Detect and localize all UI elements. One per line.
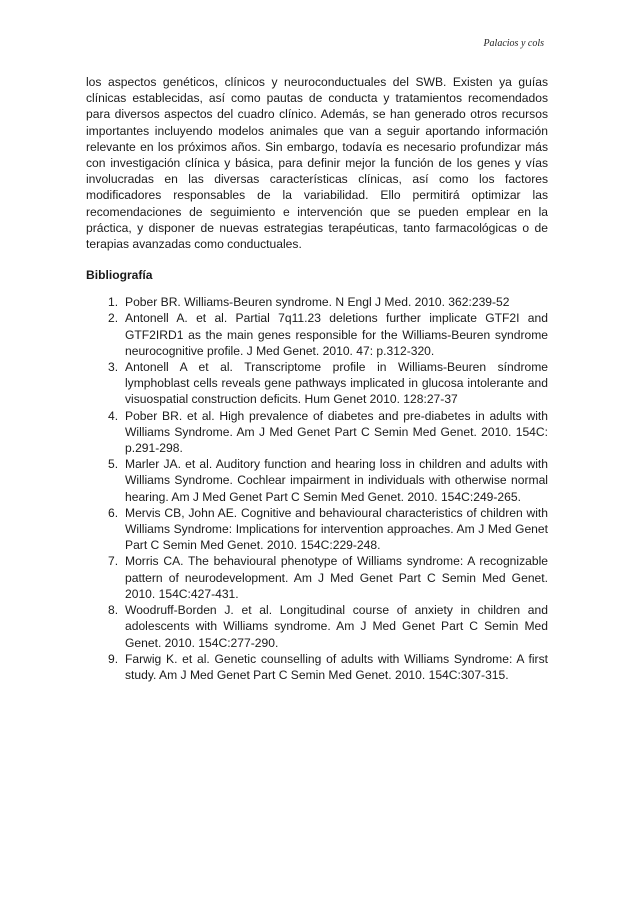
body-paragraph: los aspectos genéticos, clínicos y neuroconductuales del SWB. Existen ya guías clínicas establecidas, así como pautas de conducta y tratamientos recomendados para diversos aspectos del cuadro clínico. Además, se han generado otros recursos importantes incluyendo modelos animales que van a seguir aportando información relevante en los próximos años. Sin embargo, todavía es necesario profundizar más con investigación clínica y básica, para definir mejor la función de los genes y vías involucradas en las diversas características clínicas, así como los factores modificadores responsables de la variabilidad. Ello permitirá optimizar las recomendaciones de seguimiento e intervención que se pueden emplear en la práctica, y disponer de nuevas estrategias terapéuticas, tanto farmacológicas o de terapias avanzadas como conductuales. [86,75,548,252]
reference-number: 8. [108,603,119,618]
reference-text: Farwig K. et al. Genetic counselling of adults with Williams Syndrome: A first study. Am J Med Genet Part C Semin Med Genet. 2010. 154C:307-315. [125,651,548,682]
reference-item [86,408,548,457]
reference-text: Morris CA. The behavioural phenotype of Williams syndrome: A recognizable pattern of neurodevelopment. Am J Med Genet Part C Semin Med Genet. 2010. 154C:427-431. [125,554,548,601]
reference-text: Mervis CB, John AE. Cognitive and behavioural characteristics of children with Williams Syndrome: Implications for intervention approaches. Am J Med Genet Part C Semin Med Genet. 2010. 154C:229-248. [125,505,548,553]
reference-text: Woodruff-Borden J. et al. Longitudinal course of anxiety in children and adolescents with Williams syndrome. Am J Med Genet Part C Semin Med Genet. 2010. 154C:277-290. [125,603,548,650]
reference-number: 2. [108,311,119,326]
reference-item [86,651,548,683]
reference-text: Antonell A. et al. Partial 7q11.23 deletions further implicate GTF2I and GTF2IRD1 as the main genes responsible for the Williams-Beuren syndrome neurocognitive profile. J Med Genet. 2010. 47: p.312-320. [125,311,548,358]
reference-number: 5. [108,457,119,472]
bibliography-heading: Bibliografía [86,268,153,283]
reference-item [86,310,548,359]
reference-item [86,456,548,505]
running-head: Palacios y cols [483,38,544,49]
reference-number: 7. [108,554,119,569]
reference-text: Pober BR. Williams-Beuren syndrome. N Engl J Med. 2010. 362:239-52 [125,295,510,310]
reference-item [86,602,548,651]
reference-number: 6. [108,505,119,520]
reference-item [86,553,548,602]
reference-item [86,505,548,554]
reference-number: 9. [108,651,119,666]
reference-number: 1. [108,295,119,310]
reference-text: Antonell A et al. Transcriptome profile in Williams-Beuren síndrome lymphoblast cells reveals gene pathways implicated in glucosa intolerante and visuospatial construction deficits. Hum Genet 2010. 128:27-37 [125,360,548,407]
reference-item [86,294,548,310]
reference-text: Pober BR. et al. High prevalence of diabetes and pre-diabetes in adults with Williams Syndrome. Am J Med Genet Part C Semin Med Genet. 2010. 154C: p.291-298. [125,408,548,456]
page-content [86,74,548,683]
reference-item [86,359,548,408]
reference-number: 4. [108,408,119,423]
reference-number: 3. [108,360,119,375]
reference-list [86,294,548,683]
reference-text: Marler JA. et al. Auditory function and hearing loss in children and adults with Williams Syndrome. Cochlear impairment in individuals with otherwise normal hearing. Am J Med Genet Part C Semin Med Genet. 2010. 154C:249-265. [125,457,548,504]
